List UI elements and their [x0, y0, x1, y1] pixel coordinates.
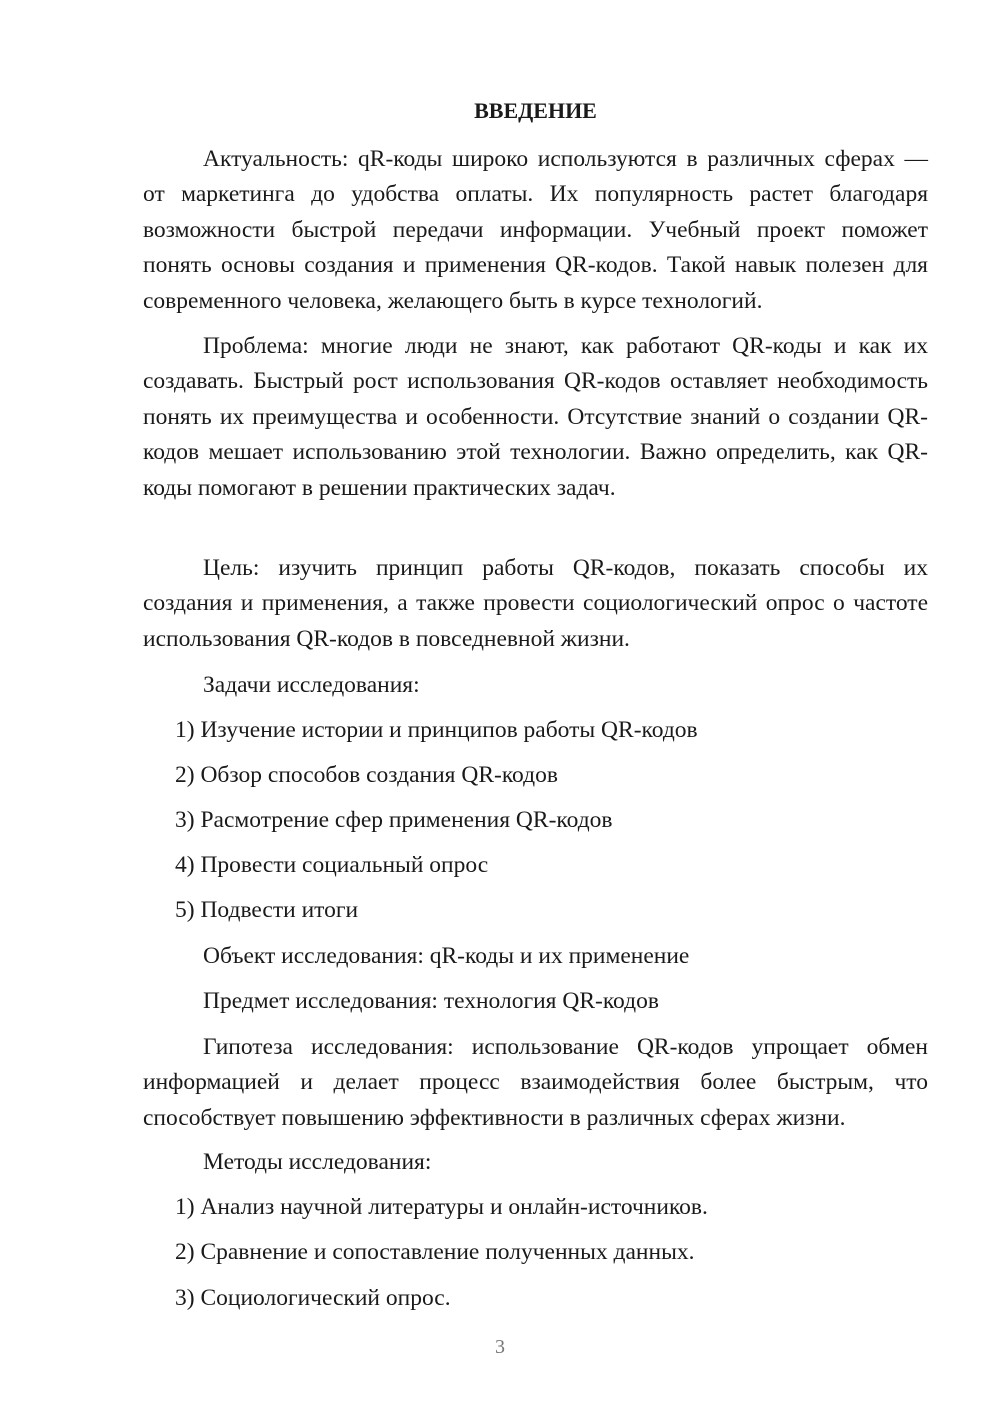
task-item: 4) Провести социальный опрос — [175, 852, 489, 878]
page-number: 3 — [495, 1336, 505, 1358]
method-item: 2) Сравнение и сопоставление полученных данных. — [175, 1239, 695, 1265]
research-subject: Предмет исследования: технология QR-кодов — [203, 988, 659, 1014]
relevance-paragraph: Актуальность: qR-коды широко используются в различных сферах — от маркетинга до удобства оплаты. Их популярность растет благодаря возможности быстрой передачи информации. Учебный проект поможет понять основы создания и применения QR-кодов. Такой навык полезен для современного человека, желающего быть в курсе технологий. — [143, 146, 928, 314]
method-item: 3) Социологический опрос. — [175, 1285, 451, 1311]
tasks-heading: Задачи исследования: — [203, 672, 420, 698]
task-item: 2) Обзор способов создания QR-кодов — [175, 762, 558, 788]
task-item: 1) Изучение истории и принципов работы QR-кодов — [175, 717, 698, 743]
task-item: 5) Подвести итоги — [175, 897, 359, 923]
problem-paragraph: Проблема: многие люди не знают, как работают QR-коды и как их создавать. Быстрый рост использования QR-кодов оставляет необходимость понять их преимущества и особенности. Отсутствие знаний о создании QR-кодов мешает использованию этой технологии. Важно определить, как QR-коды помогают в решении практических задач. — [143, 333, 928, 501]
task-item: 3) Расмотрение сфер применения QR-кодов — [175, 807, 613, 833]
hypothesis-paragraph: Гипотеза исследования: использование QR-кодов упрощает обмен информацией и делает процесс взаимодействия более быстрым, что способствует повышению эффективности в различных сферах жизни. — [143, 1034, 928, 1131]
methods-heading: Методы исследования: — [203, 1149, 432, 1175]
page-title: ВВЕДЕНИЕ — [474, 98, 597, 123]
goal-paragraph: Цель: изучить принцип работы QR-кодов, показать способы их создания и применения, а также провести социологический опрос о частоте использования QR-кодов в повседневной жизни. — [143, 555, 928, 652]
research-object: Объект исследования: qR-коды и их применение — [203, 943, 690, 969]
method-item: 1) Анализ научной литературы и онлайн-источников. — [175, 1194, 708, 1220]
